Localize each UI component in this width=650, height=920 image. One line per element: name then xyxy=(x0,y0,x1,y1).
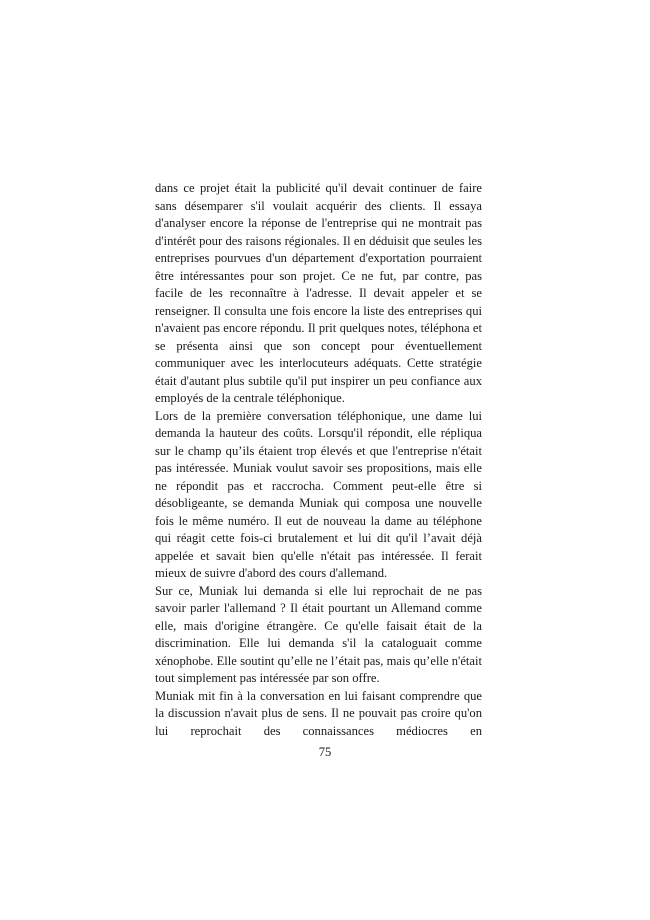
paragraph-4: Muniak mit fin à la conversation en lui faisant comprendre que la discussion n'avait plus de sens. Il ne pouvait pas croire qu'on lui reprochait des connaissances médiocres en xyxy=(155,688,482,738)
paragraph-2: Lors de la première conversation téléphonique, une dame lui demanda la hauteur des coûts. Lorsqu'il répondit, elle répliqua sur le champ qu’ils étaient trop élevés et que l'entreprise n'était pas intéressée. Muniak voulut savoir ses propositions, mais elle ne répondit pas et raccrocha. Comment peut-elle être si désobligeante, se demanda Muniak qui composa une nouvelle fois le même numéro. Il eut de nouveau la dame au téléphone qui réagit cette fois-ci brutalement et lui dit qu'il l’avait déjà appelée et savait bien qu'elle n'était pas intéressée. Il ferait mieux de suivre d'abord des cours d'allemand. xyxy=(155,408,482,580)
page-number: 75 xyxy=(318,745,332,759)
paragraph-1: dans ce projet était la publicité qu'il devait continuer de faire sans désemparer s'il voulait acquérir des clients. Il essaya d'analyser encore la réponse de l'entreprise qui ne montrait pas d'intérêt pour des raisons régionales. Il en déduisit que seules les entreprises pourvues d'un département d'exportation pourraient être intéressantes pour son projet. Ce ne fut, par contre, pas facile de les reconnaître à l'adresse. Il devait appeler et se renseigner. Il consulta une fois encore la liste des entreprises qui n'avaient pas encore répondu. Il prit quelques notes, téléphona et se présenta ainsi que son concept pour éventuellement communiquer avec les interlocuteurs adéquats. Cette stratégie était d'autant plus subtile qu'il put inspirer un peu confiance aux employés de la centrale téléphonique. xyxy=(155,181,482,405)
paragraph-3: Sur ce, Muniak lui demanda si elle lui reprochait de ne pas savoir parler l'allemand ? Il était pourtant un Allemand comme elle, mais d'origine étrangère. Ce qu'elle faisait était de la discrimination. Elle lui demanda s'il la cataloguait comme xénophobe. Elle soutint qu’elle ne l’était pas, mais qu’elle n'était tout simplement pas intéressée par son offre. xyxy=(155,583,482,685)
body-text xyxy=(155,180,482,740)
